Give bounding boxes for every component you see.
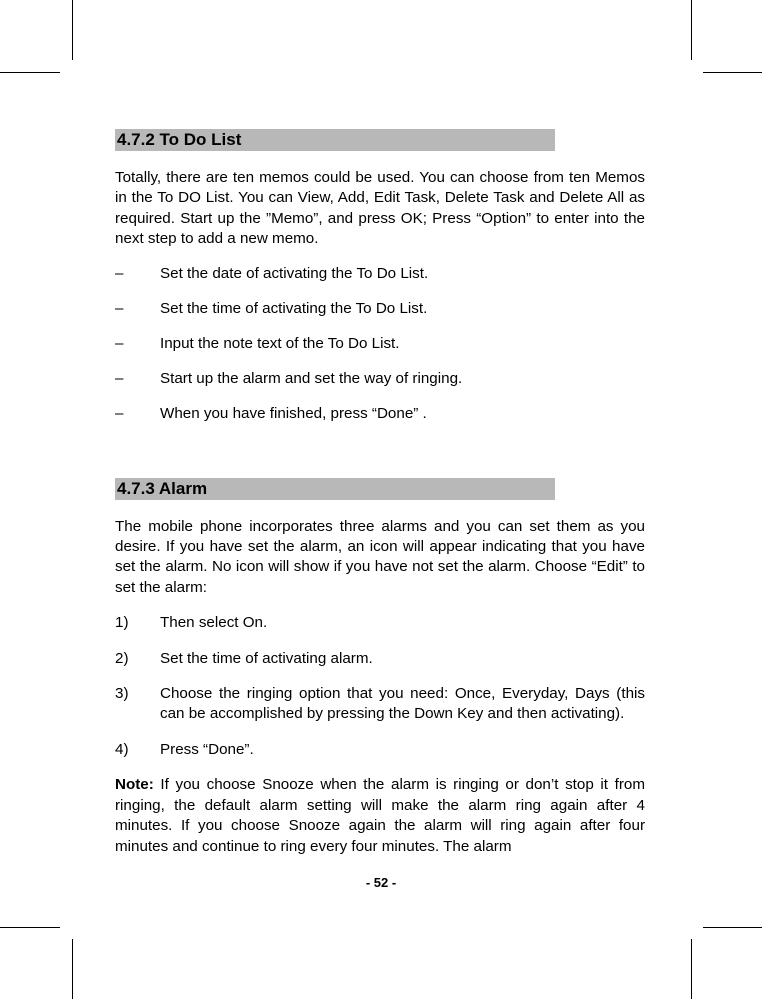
- dash-marker: –: [115, 334, 124, 352]
- crop-mark: [0, 72, 60, 73]
- page-content: [115, 129, 645, 857]
- dash-marker: –: [115, 299, 124, 317]
- step-text: Press “Done”.: [160, 740, 254, 758]
- crop-mark: [72, 939, 73, 999]
- crop-mark: [72, 0, 73, 60]
- step-number: 2): [115, 649, 129, 667]
- crop-mark: [691, 0, 692, 60]
- bullet-text: Set the date of activating the To Do List.: [160, 264, 429, 282]
- section-heading-to-do-list: 4.7.2 To Do List: [115, 129, 555, 151]
- bullet-item: [115, 299, 645, 319]
- step-text: Then select On.: [160, 614, 268, 632]
- alarm-intro: The mobile phone incorporates three alarms and you can set them as you desire. If you have set the alarm, an icon will appear indicating that you have set the alarm. No icon will show if you have not set the alarm. Choose “Edit” to set the alarm:: [115, 517, 645, 596]
- note-text: If you choose Snooze when the alarm is ringing or don’t stop it from ringing, the default alarm setting will make the alarm ring again after 4 minutes. If you choose Snooze again the alarm will ring again after four minutes and continue to ring every four minutes. The alarm: [115, 776, 645, 855]
- bullet-text: Set the time of activating the To Do List.: [160, 299, 428, 317]
- bullet-text: When you have finished, press “Done” .: [160, 404, 427, 422]
- numbered-step: [115, 740, 645, 760]
- bullet-text: Input the note text of the To Do List.: [160, 334, 400, 352]
- bullet-item: [115, 369, 645, 389]
- to-do-list-intro: Totally, there are ten memos could be used. You can choose from ten Memos in the To DO List. You can View, Add, Edit Task, Delete Task and Delete All as required. Start up the ”Memo”, and press OK; Press “Option” to enter into the next step to add a new memo.: [115, 169, 645, 248]
- step-number: 3): [115, 685, 129, 703]
- numbered-step: [115, 649, 645, 669]
- step-number: 1): [115, 614, 129, 632]
- dash-marker: –: [115, 404, 124, 422]
- bullet-item: [115, 264, 645, 284]
- note-label: Note:: [115, 776, 154, 794]
- section-heading-alarm: 4.7.3 Alarm: [115, 478, 555, 500]
- bullet-item: [115, 404, 645, 424]
- numbered-step: [115, 684, 645, 725]
- dash-marker: –: [115, 264, 124, 282]
- step-text: Choose the ringing option that you need: Once, Everyday, Days (this can be accomplished by pressing the Down Key and then activating).: [160, 685, 645, 723]
- crop-mark: [703, 72, 762, 73]
- page-number: - 52 -: [365, 875, 397, 890]
- alarm-section: [115, 478, 645, 857]
- numbered-step: [115, 613, 645, 633]
- bullet-text: Start up the alarm and set the way of ringing.: [160, 369, 463, 387]
- crop-mark: [0, 927, 60, 928]
- step-number: 4): [115, 740, 129, 758]
- crop-mark: [703, 927, 762, 928]
- crop-mark: [691, 939, 692, 999]
- alarm-note: [115, 775, 645, 857]
- step-text: Set the time of activating alarm.: [160, 649, 373, 667]
- dash-marker: –: [115, 369, 124, 387]
- bullet-item: [115, 334, 645, 354]
